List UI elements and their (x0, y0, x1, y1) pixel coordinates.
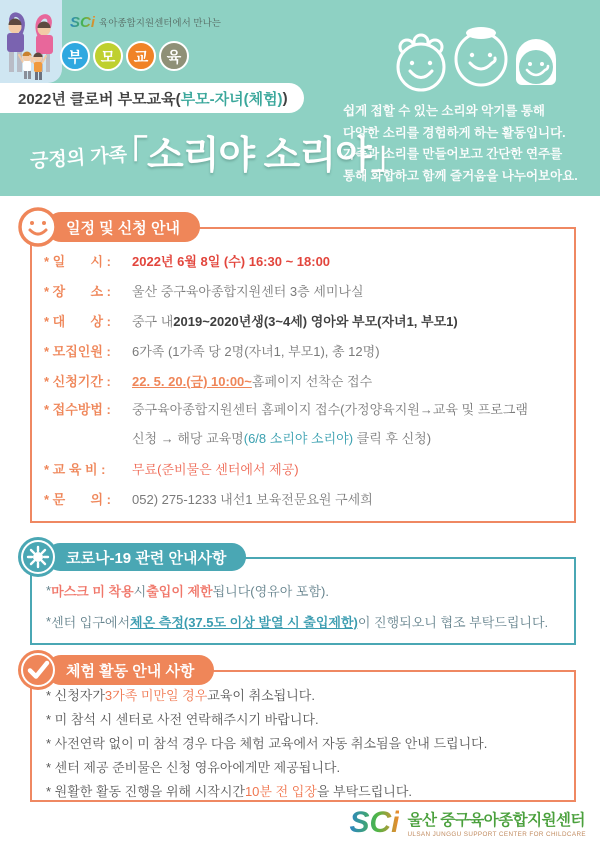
activity-row-cancel (46, 682, 564, 706)
covid-text: 됩니다(영유아 포함). (212, 584, 329, 599)
row-label: * 일 시 : (44, 253, 112, 269)
covid-highlight: 출입이 제한 (146, 584, 213, 599)
row-value: 052) 275-1233 내선1 보육전문요원 구세희 (132, 491, 373, 507)
center-logo (70, 14, 221, 31)
boy-face-icon (393, 32, 449, 94)
smiley-icon (17, 206, 59, 248)
row-value: 2022년 6월 8일 (수) 16:30 ~ 18:00 (132, 253, 331, 269)
covid-text: 센터 입구에서 (51, 615, 131, 630)
logo-circle-mo: 모 (93, 41, 123, 71)
activity-section-box (30, 670, 576, 802)
banner-suffix: ) (282, 89, 288, 107)
activity-section-badge: 체험 활동 안내 사항 (46, 655, 214, 685)
schedule-section-badge: 일정 및 신청 안내 (46, 212, 200, 242)
activity-highlight: 10분 전 입장 (244, 783, 317, 799)
activity-text: * 신청자가 (46, 687, 105, 703)
row-value-bold: 2019~2020년생(3~4세) 영아와 부모(자녀1, 부모1) (173, 313, 458, 329)
bullet: * (46, 614, 52, 629)
activity-row-entry (46, 778, 564, 802)
covid-highlight-teal: 체온 측정(37.5도 이상 발열 시 출입제한) (130, 615, 358, 630)
schedule-section-box (30, 227, 576, 523)
row-value: 중구육아종합지원센터 홈페이지 접수(가정양육지원→교육 및 프로그램 (132, 402, 528, 417)
sci-logo: SCi (349, 806, 400, 839)
schedule-row-date (44, 245, 564, 275)
row-value-block (132, 395, 528, 453)
program-banner (0, 83, 304, 113)
row-label: * 문 의 : (44, 491, 112, 507)
logo-circle-bu: 부 (60, 41, 90, 71)
schedule-row-period (44, 365, 564, 395)
row-value: 중구 내 (132, 313, 174, 329)
covid-row-temperature (46, 606, 564, 637)
logo-tagline: 육아종합지원센터에서 만나는 (99, 18, 221, 29)
activity-row-materials (46, 754, 564, 778)
row-label: * 신청기간 : (44, 373, 111, 389)
row-value-teal: (6/8 소리야 소리야) (243, 431, 354, 446)
row-label: * 모집인원 : (44, 343, 111, 359)
activity-text: * 미 참석 시 센터로 사전 연락해주시기 바랍니다. (46, 711, 319, 727)
row-value-underline: 22. 5. 20.(금) 10:00~ (132, 373, 252, 389)
footer (349, 808, 586, 838)
banner-highlight: 부모-자녀(체험) (180, 90, 283, 108)
schedule-row-place (44, 275, 564, 305)
row-value: 무료(준비물은 센터에서 제공) (132, 461, 299, 477)
activity-text: 을 부탁드립니다. (316, 783, 412, 799)
activity-row-auto-cancel (46, 730, 564, 754)
program-description (343, 101, 578, 187)
description-line: 통해 화합하고 함께 즐거움을 나누어보아요. (343, 168, 578, 183)
activity-row-absent (46, 706, 564, 730)
covid-text: 시 (133, 584, 147, 599)
schedule-row-target (44, 305, 564, 335)
description-line: 가족과 소리를 만들어보고 간단한 연주를 (343, 147, 563, 161)
row-label: * 장 소 : (44, 283, 112, 299)
row-value: 홈페이지 선착순 접수 (251, 373, 373, 389)
check-icon (17, 649, 59, 691)
org-name: 울산 중구육아종합지원센터 (407, 812, 585, 829)
bullet: * (46, 583, 52, 598)
covid-text: 이 진행되오니 협조 부탁드립니다. (357, 615, 549, 630)
sci-logo-small: SCi (70, 14, 96, 31)
row-value: 울산 중구육아종합지원센터 3층 세미나실 (132, 283, 364, 299)
activity-text: * 사전연락 없이 미 참석 경우 다음 체험 교육에서 자동 취소됨을 안내 드립니다. (46, 735, 488, 751)
row-label: * 교 육 비 : (44, 461, 106, 477)
page-title: 「소리야 소리야」 (110, 135, 408, 177)
virus-icon (17, 536, 59, 578)
bumogyoyuk-logo (60, 41, 189, 71)
schedule-row-capacity (44, 335, 564, 365)
row-value: 6가족 (1가족 당 2명(자녀1, 부모1), 총 12명) (132, 343, 380, 359)
row-value: 신청 → 해당 교육명 (132, 431, 244, 446)
logo-circle-yuk: 육 (159, 41, 189, 71)
logo-circle-gyo: 교 (126, 41, 156, 71)
schedule-row-method (44, 395, 564, 453)
row-label: * 대 상 : (44, 313, 112, 329)
row-label: * 접수방법 : (44, 402, 111, 417)
activity-text: * 원활한 활동 진행을 위해 시작시간 (46, 783, 245, 799)
schedule-row-fee (44, 453, 564, 483)
org-name-block (407, 808, 586, 838)
org-name-english: ULSAN JUNGGU SUPPORT CENTER FOR CHILDCARE (407, 831, 586, 838)
description-line: 다양한 소리를 경험하게 하는 활동입니다. (343, 125, 566, 140)
man-face-icon (452, 22, 510, 88)
title-prefix: 긍정의 가족 (29, 144, 128, 173)
covid-section-badge: 코로나-19 관련 안내사항 (46, 543, 246, 571)
covid-row-mask (46, 575, 564, 606)
schedule-row-contact (44, 483, 564, 513)
activity-text: * 센터 제공 준비물은 신청 영유아에게만 제공됩니다. (46, 759, 341, 775)
header-band (0, 0, 600, 196)
activity-highlight: 3가족 미만일 경우 (104, 687, 208, 703)
description-line: 쉽게 접할 수 있는 소리와 악기를 통해 (343, 104, 545, 118)
family-illustration (0, 0, 62, 83)
woman-face-icon (508, 33, 564, 93)
banner-text: 2022년 클로버 부모교육( (18, 90, 181, 108)
row-value: 클릭 후 신청) (353, 431, 432, 446)
activity-text: 교육이 취소됩니다. (207, 687, 315, 703)
covid-highlight: 마스크 미 착용 (51, 584, 134, 599)
